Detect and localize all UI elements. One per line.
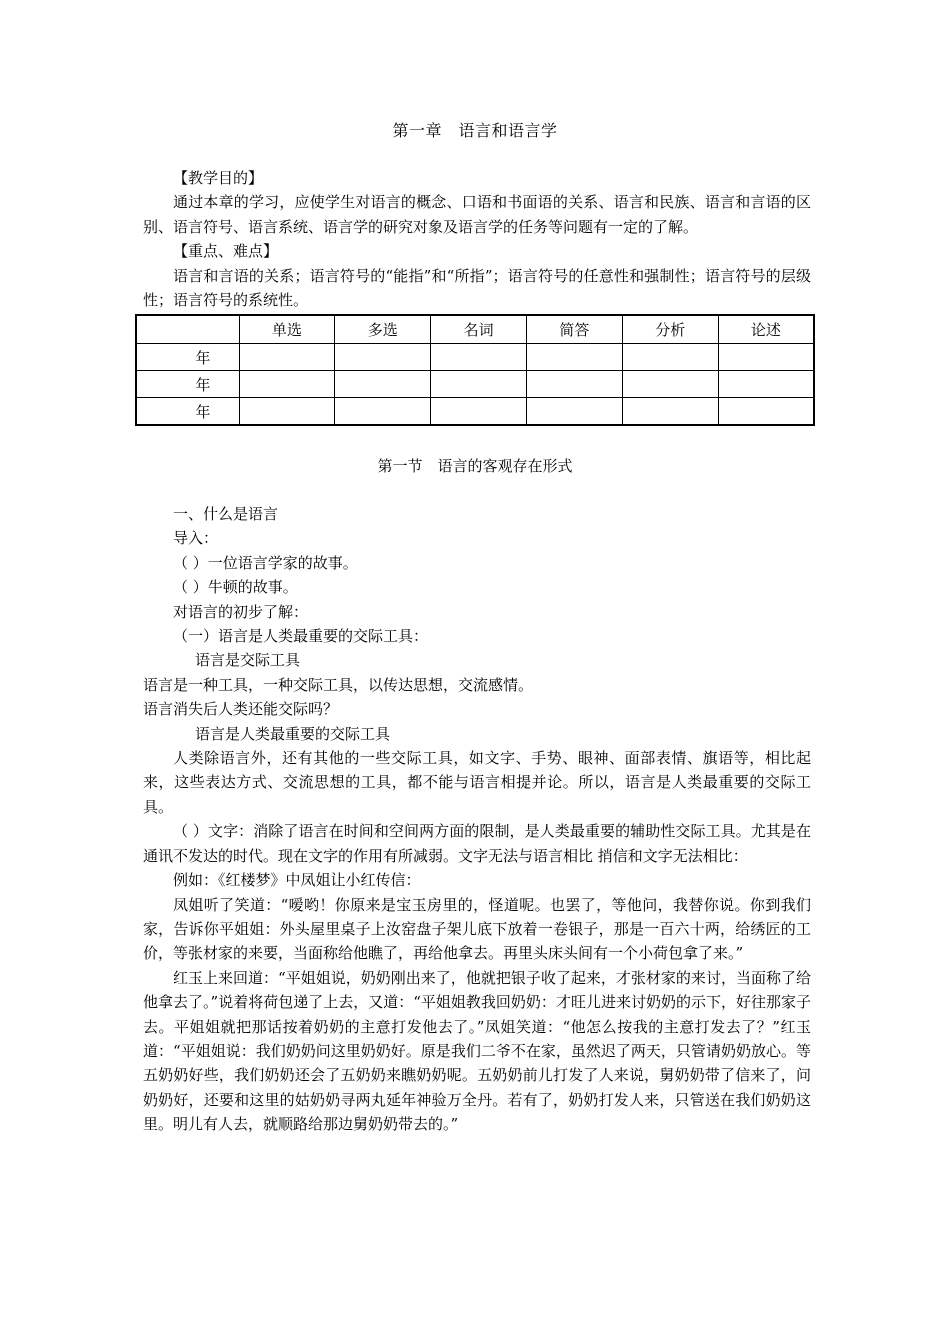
objectives-text: 通过本章的学习，应使学生对语言的概念、口语和书面语的关系、语言和民族、语言和言语的区别、语言符号、语言系统、语言学的研究对象及语言学的任务等问题有一定的了解。 xyxy=(143,193,811,236)
table-row xyxy=(136,344,814,371)
intro-label: 导入： xyxy=(173,529,219,548)
table-cell xyxy=(335,371,431,398)
table-cell xyxy=(622,344,718,371)
table-header-cell: 多选 xyxy=(335,315,431,344)
table-cell xyxy=(526,398,622,426)
key-points-heading: 【重点、难点】 xyxy=(173,242,279,261)
point-communication-tool: 语言是交际工具 xyxy=(195,651,301,670)
exam-table xyxy=(135,314,815,426)
table-year-cell: 年 xyxy=(136,398,239,426)
table-cell xyxy=(622,371,718,398)
table-row xyxy=(136,371,814,398)
paragraph-question: 语言消失后人类还能交际吗？ xyxy=(143,700,339,719)
table-header-cell: 简答 xyxy=(526,315,622,344)
paragraph-writing: （ ）文字：消除了语言在时间和空间两方面的限制，是人类最重要的辅助性交际工具。尤其是在通讯不发达的时代。现在文字的作用有所减弱。文字无法与语言相比 捎信和文字无法相比： xyxy=(143,822,811,865)
quote-fengjie: 凤姐听了笑道：“嗳哟！你原来是宝玉房里的，怪道呢。也罢了，等他问，我替你说。你到我们家，告诉你平姐姐：外头屋里桌子上汝窑盘子架儿底下放着一卷银子，那是一百六十两，给绣匠的工价，等张材家的来要，当面称给他瞧了，再给他拿去。再里头床头间有一个小荷包拿了来。” xyxy=(143,895,811,963)
table-cell xyxy=(431,371,527,398)
table-cell xyxy=(622,398,718,426)
table-header-row xyxy=(136,315,814,344)
objectives-heading: 【教学目的】 xyxy=(173,169,264,187)
section-title: 第一节 语言的客观存在形式 xyxy=(377,457,573,475)
table-cell xyxy=(239,398,335,426)
table-cell xyxy=(335,398,431,426)
body-text xyxy=(143,502,811,1137)
table-cell xyxy=(718,344,814,371)
table-cell xyxy=(239,344,335,371)
chapter-title: 第一章 语言和语言学 xyxy=(392,121,558,140)
preliminary-understanding: 对语言的初步了解： xyxy=(173,602,309,621)
table-cell xyxy=(718,398,814,426)
table-header-cell: 论述 xyxy=(718,315,814,344)
table-header-cell: 分析 xyxy=(622,315,718,344)
subheading-1: （一）语言是人类最重要的交际工具： xyxy=(173,627,429,646)
table-cell xyxy=(718,371,814,398)
paragraph-other-tools: 人类除语言外，还有其他的一些交际工具，如文字、手势、眼神、面部表情、旗语等，相比起来，这些表达方式、交流思想的工具，都不能与语言相提并论。所以，语言是人类最重要的交际工具。 xyxy=(143,749,811,816)
table-cell xyxy=(526,344,622,371)
intro-item-2: （ ）牛顿的故事。 xyxy=(173,578,298,597)
table-header-cell: 名词 xyxy=(431,315,527,344)
table-cell xyxy=(431,398,527,426)
table-cell xyxy=(431,344,527,371)
heading-what-is-language: 一、什么是语言 xyxy=(173,505,279,523)
table-year-cell: 年 xyxy=(136,344,239,371)
table-header-cell: 单选 xyxy=(239,315,335,344)
objectives-block xyxy=(143,166,811,312)
example-intro: 例如：《红楼梦》中凤姐让小红传信： xyxy=(173,871,421,890)
table-row xyxy=(136,398,814,426)
table-cell xyxy=(526,371,622,398)
point-most-important: 语言是人类最重要的交际工具 xyxy=(195,724,391,743)
table-year-cell: 年 xyxy=(136,371,239,398)
paragraph-tool: 语言是一种工具，一种交际工具，以传达思想，交流感情。 xyxy=(143,675,534,694)
key-points-text: 语言和言语的关系；语言符号的“能指”和“所指”；语言符号的任意性和强制性；语言符号的层级性；语言符号的系统性。 xyxy=(143,266,811,310)
intro-item-1: （ ）一位语言学家的故事。 xyxy=(173,553,358,572)
table-cell xyxy=(239,371,335,398)
table-header-cell xyxy=(136,315,239,344)
table-cell xyxy=(335,344,431,371)
quote-hongyu: 红玉上来回道：“平姐姐说，奶奶刚出来了，他就把银子收了起来，才张材家的来讨，当面称了给他拿去了。”说着将荷包递了上去，又道：“平姐姐教我回奶奶：才旺儿进来讨奶奶的示下，好往那家子去。平姐姐就把那话按着奶奶的主意打发他去了。”凤姐笑道：“他怎么按我的主意打发去了？”红玉道：“平姐姐说：我们奶奶问这里奶奶好。原是我们二爷不在家，虽然迟了两天，只管请奶奶放心。等五奶奶好些，我们奶奶还会了五奶奶来瞧奶奶呢。五奶奶前儿打发了人来说，舅奶奶带了信来了，问奶奶好，还要和这里的姑奶奶寻两丸延年神验万全丹。若有了，奶奶打发人来，只管送在我们奶奶这里。明儿有人去，就顺路给那边舅奶奶带去的。” xyxy=(143,968,811,1134)
